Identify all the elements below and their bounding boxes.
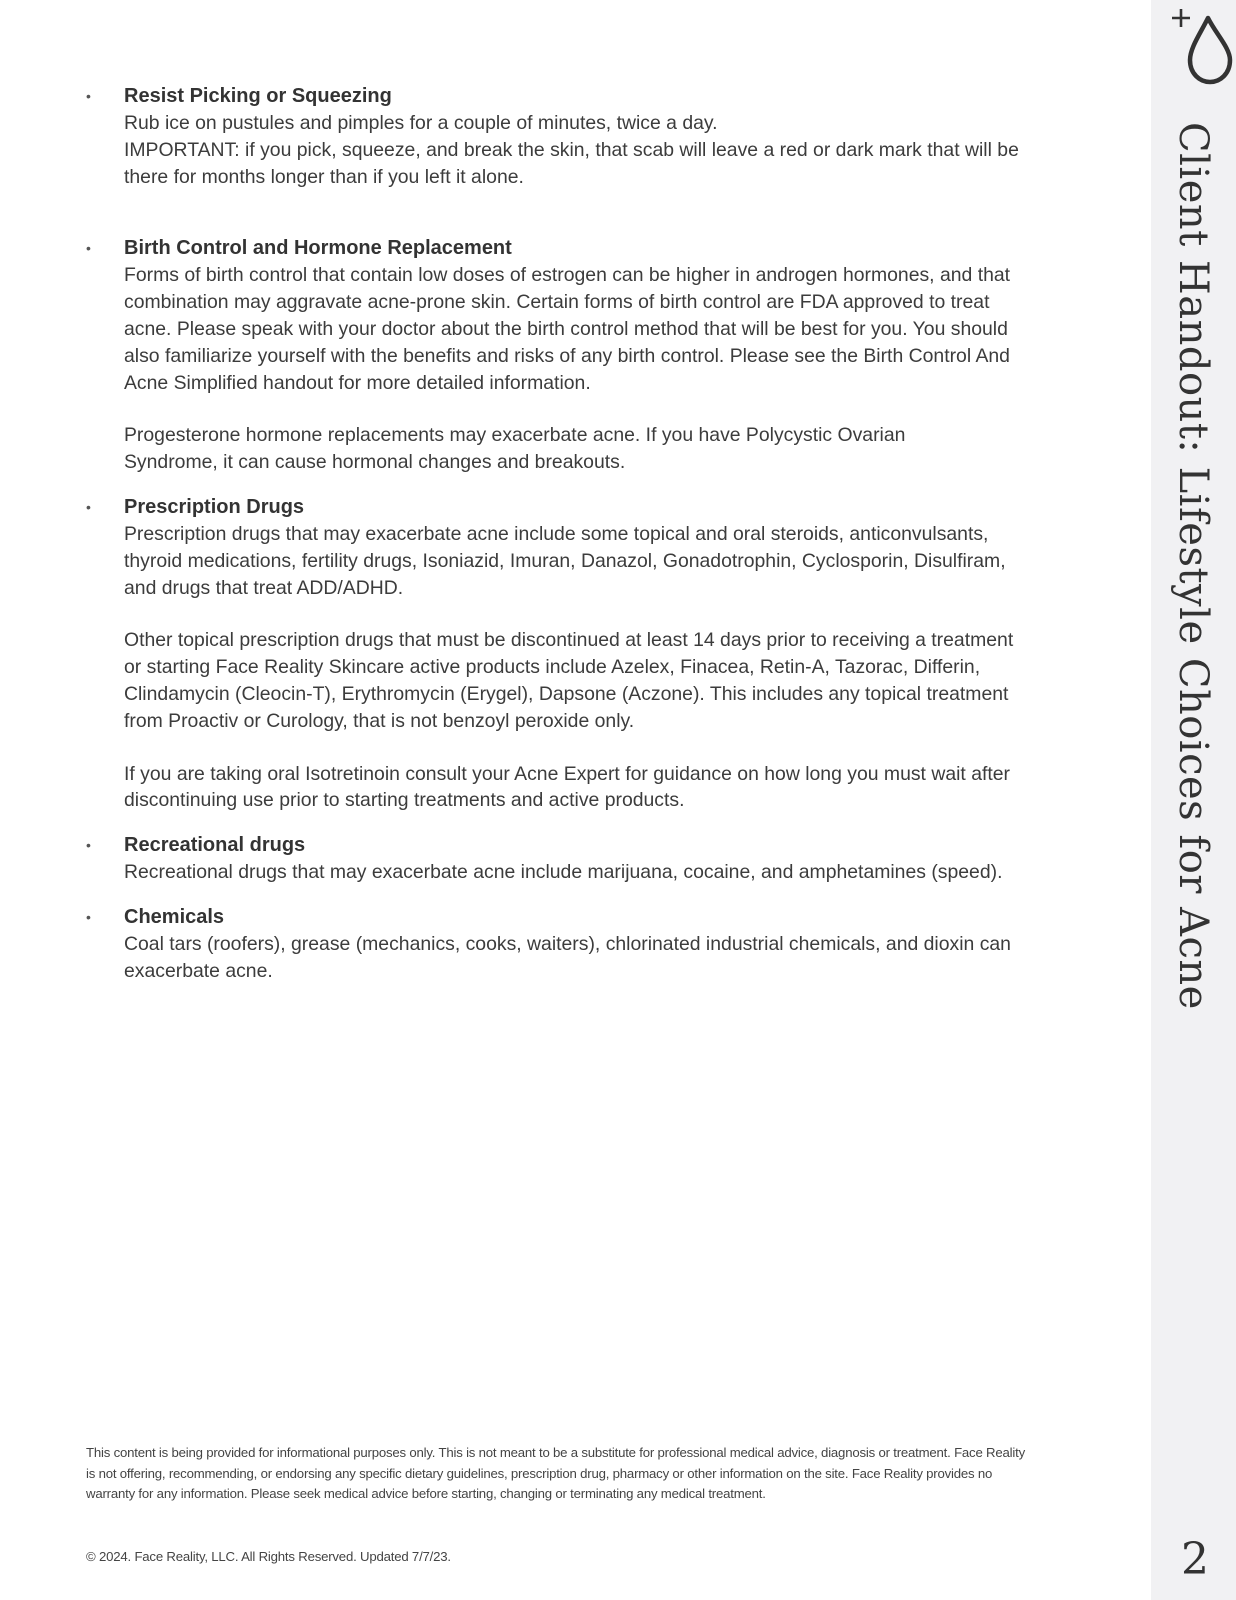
section-title: Chemicals bbox=[124, 905, 225, 928]
footer bbox=[86, 1443, 1046, 1564]
section-title: Prescription Drugs bbox=[124, 495, 305, 518]
section-paragraph: Forms of birth control that contain low doses of estrogen can be higher in androgen hormones, and that combination may aggravate acne-prone skin. Certain forms of birth control are FDA approved to treat acne. Please speak with your doctor about the birth control method that will be best for you. You should also familiarize yourself with the benefits and risks of any birth control. Please see the Birth Control And Acne Simplified handout for more detailed information. bbox=[124, 264, 1011, 394]
bullet: • bbox=[86, 498, 91, 515]
bullet: • bbox=[86, 240, 91, 257]
section-resist-picking bbox=[86, 82, 1046, 190]
section-chemicals bbox=[86, 903, 1046, 985]
disclaimer: This content is being provided for informational purposes only. This is not meant to be a substitute for professional medical advice, diagnosis or treatment. Face Reality is not offering, recommending, or endorsing any specific dietary guidelines, prescription drug, pharmacy or other information on the site. Face Reality provides no warranty for any information. Please seek medical advice before starting, changing or terminating any medical treatment. bbox=[86, 1445, 1025, 1502]
drop-plus-icon bbox=[1170, 4, 1234, 86]
handout-body bbox=[86, 82, 1046, 985]
section-paragraph: Rub ice on pustules and pimples for a couple of minutes, twice a day. IMPORTANT: if you pick, squeeze, and break the skin, that scab will leave a red or dark mark that will be there for months longer than if you left it alone. bbox=[124, 112, 1019, 188]
section-title: Resist Picking or Squeezing bbox=[124, 85, 392, 107]
section-paragraph: Progesterone hormone replacements may exacerbate acne. If you have Polycystic Ovarian Syndrome, it can cause hormonal changes and breakouts. bbox=[124, 424, 906, 474]
section-paragraph: Recreational drugs that may exacerbate acne include marijuana, cocaine, and amphetamines (speed). bbox=[124, 861, 1003, 884]
section-title: Birth Control and Hormone Replacement bbox=[124, 237, 512, 260]
sidebar bbox=[1151, 0, 1236, 1600]
section-prescription-drugs bbox=[86, 493, 1046, 814]
section-paragraph: Coal tars (roofers), grease (mechanics, cooks, waiters), chlorinated industrial chemicals, and dioxin can exacerbate acne. bbox=[124, 932, 1011, 982]
bullet: • bbox=[86, 837, 91, 854]
section-paragraph: Other topical prescription drugs that must be discontinued at least 14 days prior to receiving a treatment or starting Face Reality Skincare active products include Azelex, Finacea, Retin-A, Tazorac, Differin, Clindamycin (Cleocin-T), Erythromycin (Erygel), Dapsone (Aczone). This includes any topical treatment from Proactiv or Curology, that is not benzoyl peroxide only. bbox=[124, 629, 1014, 732]
copyright: © 2024. Face Reality, LLC. All Rights Reserved. Updated 7/7/23. bbox=[86, 1549, 451, 1564]
section-recreational-drugs bbox=[86, 831, 1046, 886]
section-paragraph: Prescription drugs that may exacerbate acne include some topical and oral steroids, anticonvulsants, thyroid medications, fertility drugs, Isoniazid, Imuran, Danazol, Gonadotrophin, Cyclosporin, Disulfiram, and drugs that treat ADD/ADHD. bbox=[124, 522, 1006, 599]
section-birth-control bbox=[86, 234, 1046, 476]
handout-title: Client Handout: Lifestyle Choices for Acne bbox=[1170, 122, 1216, 1010]
section-title: Recreational drugs bbox=[124, 834, 306, 857]
bullet: • bbox=[86, 908, 91, 925]
section-paragraph: If you are taking oral Isotretinoin consult your Acne Expert for guidance on how long you must wait after discontinuing use prior to starting treatments and active products. bbox=[124, 762, 1010, 812]
page-number: 2 bbox=[1181, 1534, 1209, 1585]
bullet: • bbox=[86, 88, 91, 104]
